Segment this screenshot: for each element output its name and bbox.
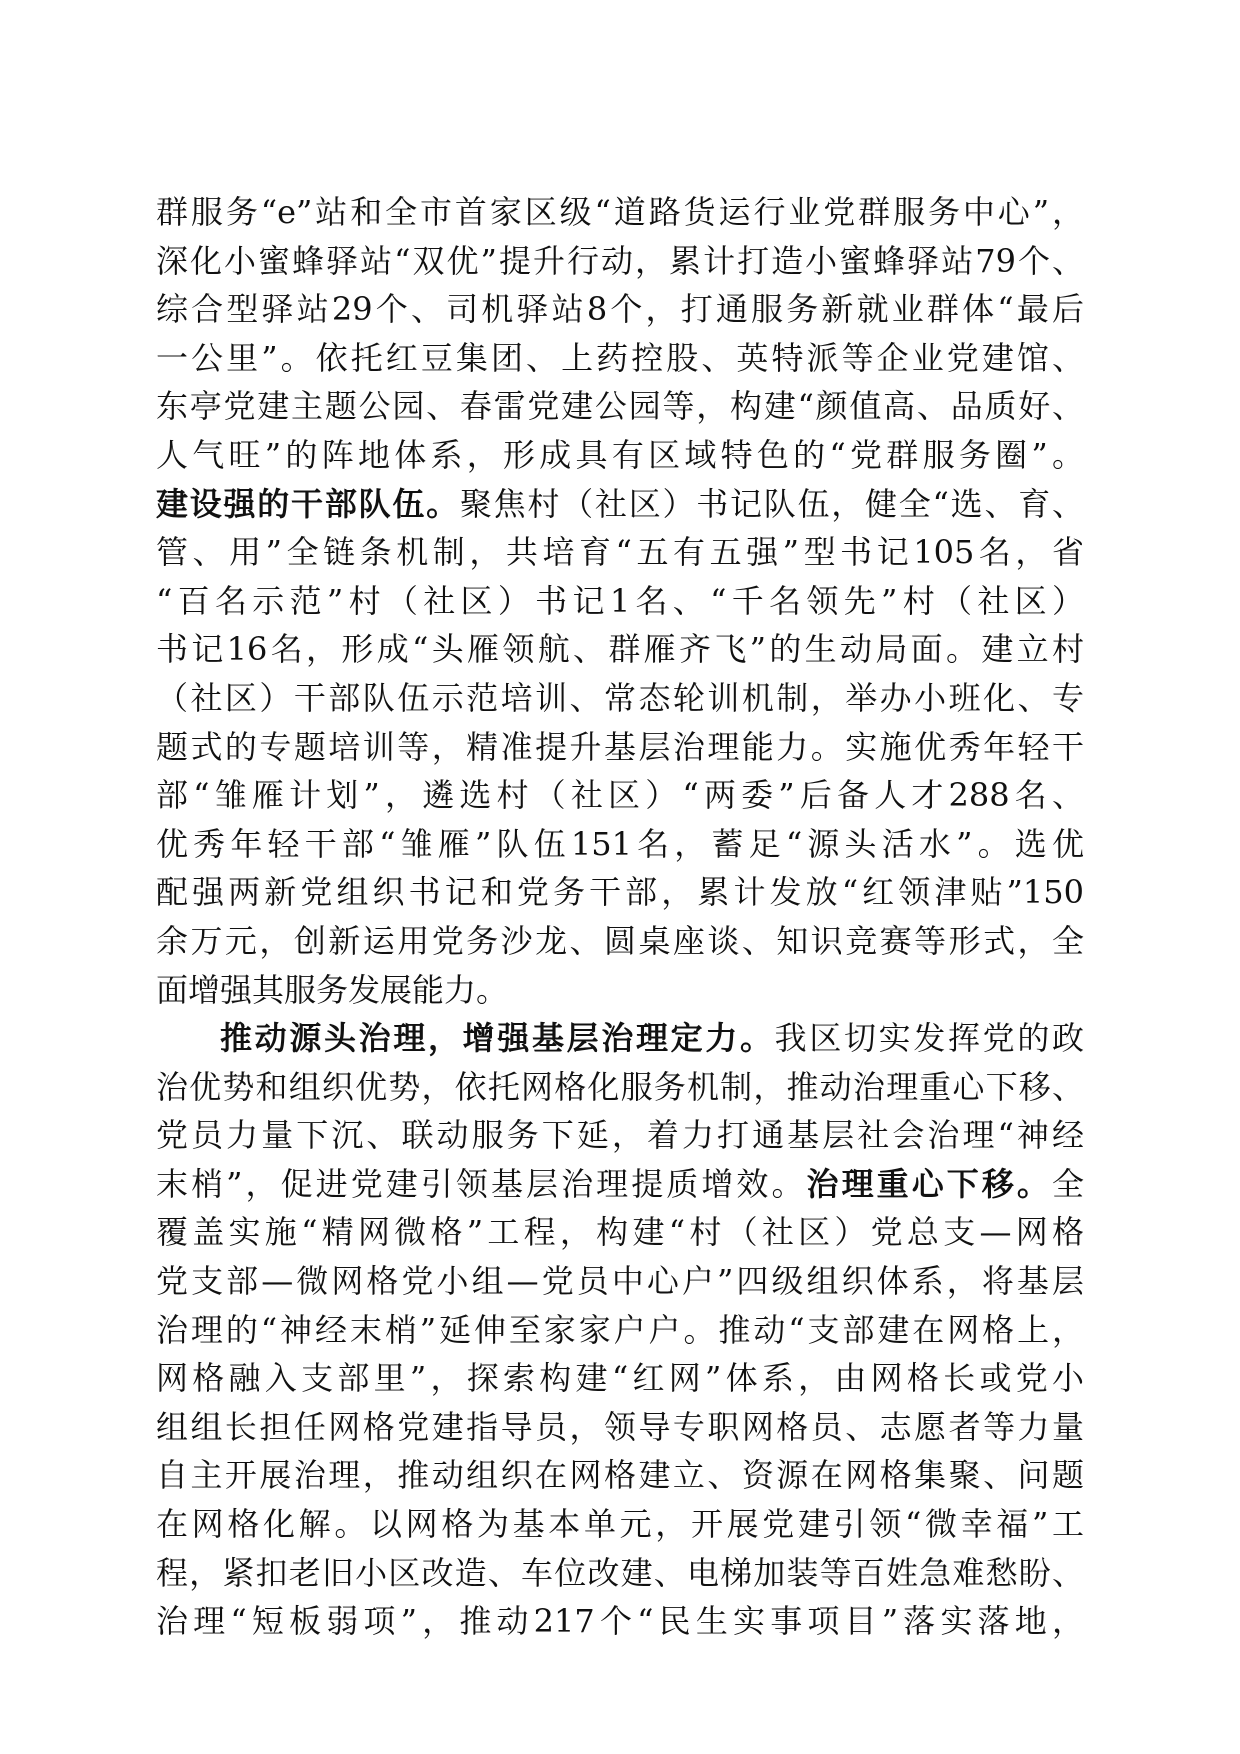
text-line xyxy=(156,1208,1084,1257)
body-text: 治优势和组织优势，依托网格化服务机制，推动治理重心下移、 xyxy=(156,1067,1084,1106)
body-text: 全 xyxy=(1051,1164,1084,1203)
text-line xyxy=(156,480,1084,529)
body-text: 聚焦村（社区）书记队伍，健全“选、育、 xyxy=(459,484,1084,523)
text-line xyxy=(156,868,1084,917)
text-line xyxy=(156,1354,1084,1403)
text-line xyxy=(156,382,1084,431)
body-text: 网格融入支部里”，探索构建“红网”体系，由网格长或党小 xyxy=(156,1359,1084,1398)
text-line xyxy=(156,625,1084,674)
text-line xyxy=(156,917,1084,966)
body-text: 书记16名，形成“头雁领航、群雁齐飞”的生动局面。建立村 xyxy=(156,630,1084,669)
bold-heading-text: 建设强的干部队伍。 xyxy=(156,484,460,523)
body-text: 群服务“e”站和全市首家区级“道路货运行业党群服务中心”， xyxy=(156,193,1084,231)
body-text: 党支部—微网格党小组—党员中心户”四级组织体系，将基层 xyxy=(156,1262,1084,1301)
bold-heading-text: 推动源头治理，增强基层治理定力。 xyxy=(220,1019,775,1058)
text-line xyxy=(156,771,1084,820)
text-line xyxy=(156,188,1084,237)
body-text: 我区切实发挥党的政 xyxy=(774,1019,1084,1058)
body-text: 覆盖实施“精网微格”工程，构建“村（社区）党总支—网格 xyxy=(156,1213,1084,1252)
text-line xyxy=(156,820,1084,869)
body-text: 党员力量下沉、联动服务下延，着力打通基层社会治理“神经 xyxy=(156,1116,1084,1155)
body-text: 治理“短板弱项”，推动217个“民生实事项目”落实落地， xyxy=(156,1602,1084,1641)
document-page xyxy=(156,188,1084,1646)
body-text: 部“雏雁计划”，遴选村（社区）“两委”后备人才288名、 xyxy=(156,776,1084,815)
body-text: 配强两新党组织书记和党务干部，累计发放“红领津贴”150 xyxy=(156,873,1084,912)
body-text: 程，紧扣老旧小区改造、车位改建、电梯加装等百姓急难愁盼、 xyxy=(156,1553,1084,1592)
text-line xyxy=(156,1597,1084,1646)
text-line xyxy=(156,723,1084,772)
text-line xyxy=(156,674,1084,723)
text-line xyxy=(156,1549,1084,1598)
body-text: 自主开展治理，推动组织在网格建立、资源在网格集聚、问题 xyxy=(156,1456,1084,1495)
text-line xyxy=(156,334,1084,383)
body-text: 余万元，创新运用党务沙龙、圆桌座谈、知识竞赛等形式，全 xyxy=(156,921,1084,960)
text-line xyxy=(156,577,1084,626)
text-line xyxy=(156,237,1084,286)
text-line xyxy=(156,528,1084,577)
body-text: 面增强其服务发展能力。 xyxy=(156,970,509,1009)
text-line xyxy=(156,966,1084,1015)
body-text: 一公里”。依托红豆集团、上药控股、英特派等企业党建馆、 xyxy=(156,338,1084,377)
text-line xyxy=(156,1403,1084,1452)
body-text: 末梢”，促进党建引领基层治理提质增效。 xyxy=(156,1164,807,1203)
body-text: 优秀年轻干部“雏雁”队伍151名，蓄足“源头活水”。选优 xyxy=(156,824,1084,863)
body-text: （社区）干部队伍示范培训、常态轮训机制，举办小班化、专 xyxy=(156,678,1084,717)
text-line xyxy=(156,1063,1084,1112)
text-line xyxy=(156,1451,1084,1500)
body-text: 在网格化解。以网格为基本单元，开展党建引领“微幸福”工 xyxy=(156,1505,1084,1544)
text-line xyxy=(156,1257,1084,1306)
body-text: 人气旺”的阵地体系，形成具有区域特色的“党群服务圈”。 xyxy=(156,435,1084,474)
body-text: 管、用”全链条机制，共培育“五有五强”型书记105名，省 xyxy=(156,533,1084,572)
body-text: 组组长担任网格党建指导员，领导专职网格员、志愿者等力量 xyxy=(156,1407,1084,1446)
body-text: 深化小蜜蜂驿站“双优”提升行动，累计打造小蜜蜂驿站79个、 xyxy=(156,241,1084,280)
body-text: 治理的“神经末梢”延伸至家家户户。推动“支部建在网格上， xyxy=(156,1310,1084,1349)
text-line xyxy=(156,431,1084,480)
body-text: 题式的专题培训等，精准提升基层治理能力。实施优秀年轻干 xyxy=(156,727,1084,766)
body-text: 综合型驿站29个、司机驿站8个，打通服务新就业群体“最后 xyxy=(156,290,1084,329)
text-line xyxy=(156,1306,1084,1355)
text-line xyxy=(156,1111,1084,1160)
body-text: “百名示范”村（社区）书记1名、“千名领先”村（社区） xyxy=(156,581,1084,620)
bold-heading-text: 治理重心下移。 xyxy=(806,1164,1052,1203)
text-line xyxy=(156,1500,1084,1549)
text-line xyxy=(156,1160,1084,1209)
body-text: 东亭党建主题公园、春雷党建公园等，构建“颜值高、品质好、 xyxy=(156,387,1084,426)
text-line xyxy=(156,285,1084,334)
text-line xyxy=(156,1014,1084,1063)
